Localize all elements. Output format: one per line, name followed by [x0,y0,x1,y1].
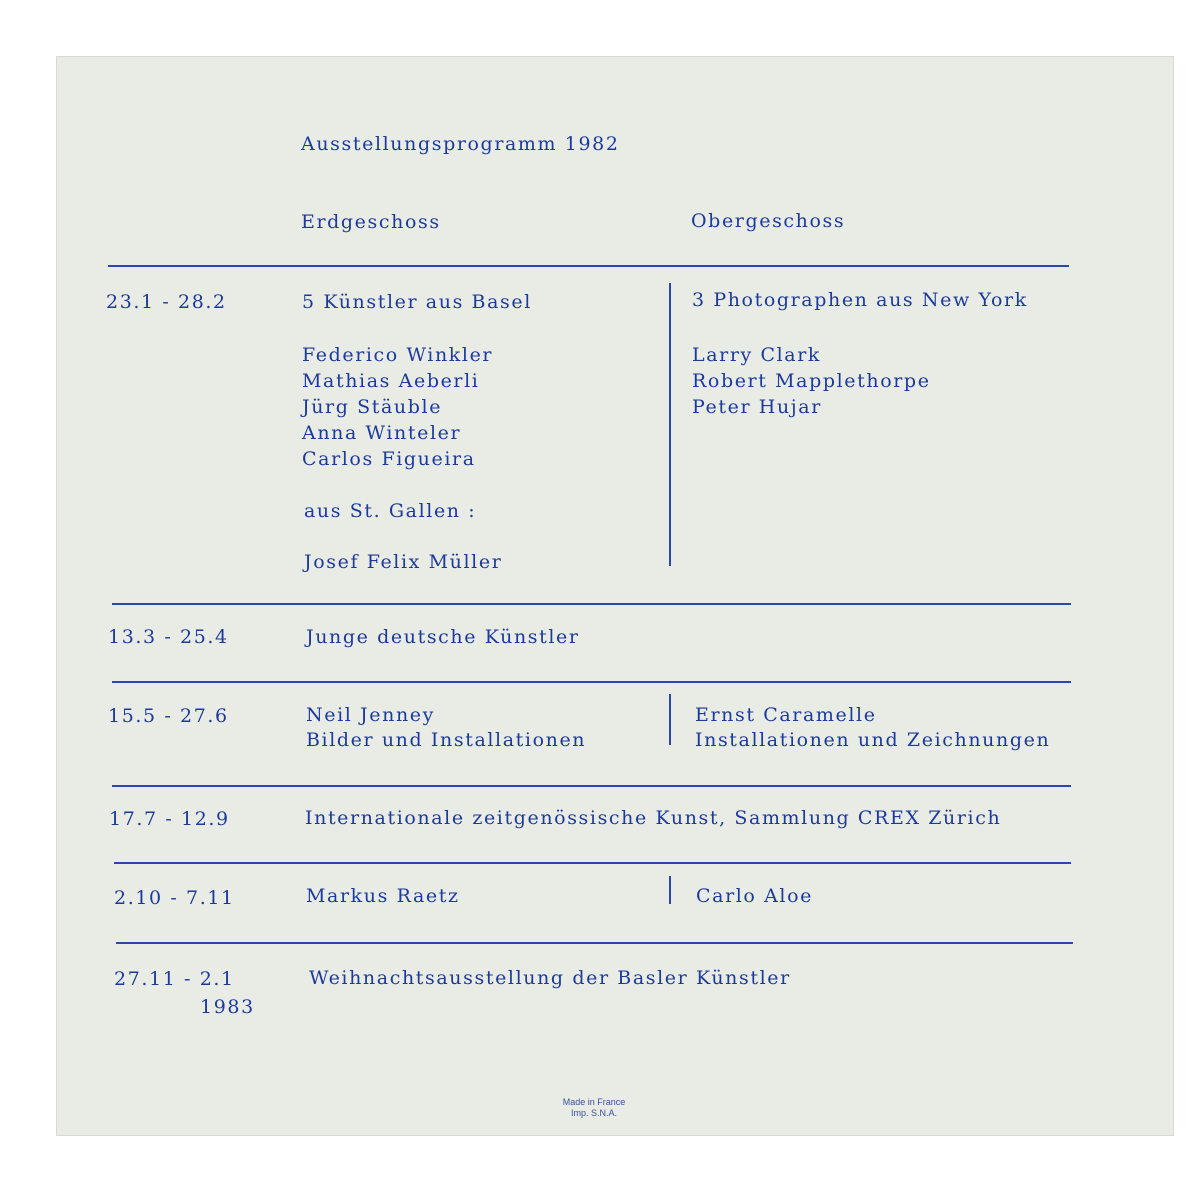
divider [112,785,1071,787]
artist-name: Carlos Figueira [302,448,476,470]
artist-name: Larry Clark [692,344,822,366]
divider [108,265,1069,267]
row-upper-title: Ernst Caramelle [695,704,877,726]
column-header-ground-floor: Erdgeschoss [301,211,441,233]
row-dates: 17.7 - 12.9 [109,808,230,830]
row-title: Weihnachtsausstellung der Basler Künstler [309,967,791,989]
divider [112,681,1071,683]
column-divider [669,876,671,904]
row-title: Internationale zeitgenössische Kunst, Sammlung CREX Zürich [305,807,1002,829]
row-upper-title: Carlo Aloe [696,885,813,907]
page-title: Ausstellungsprogramm 1982 [301,133,620,155]
artist-name: Federico Winkler [302,344,494,366]
row-title: Neil Jenney [306,704,435,726]
divider [112,603,1071,605]
imprint-line: Imp. S.N.A. [570,1108,617,1118]
row-dates: 23.1 - 28.2 [106,291,227,313]
artist-name: Robert Mapplethorpe [692,370,931,392]
row-upper-subtitle: Installationen und Zeichnungen [695,729,1051,751]
row-title: Markus Raetz [306,885,460,907]
row-title: Junge deutsche Künstler [306,626,580,648]
artist-name: Mathias Aeberli [302,370,480,392]
row-subtitle: Bilder und Installationen [306,729,587,751]
row-ground-subheading: aus St. Gallen : [304,500,477,522]
row-dates: 27.11 - 2.1 [114,968,235,990]
artist-name: Jürg Stäuble [302,396,443,418]
artist-name: Anna Winteler [302,422,462,444]
column-divider [669,283,671,566]
row-ground-heading: 5 Künstler aus Basel [302,291,532,313]
row-dates: 2.10 - 7.11 [114,887,235,909]
artist-name: Josef Felix Müller [304,551,503,573]
row-upper-heading: 3 Photographen aus New York [692,289,1028,311]
imprint-line: Made in France [562,1097,626,1107]
column-divider [669,694,671,745]
artist-name: Peter Hujar [692,396,822,418]
imprint [544,1097,644,1119]
row-dates: 15.5 - 27.6 [108,705,229,727]
row-dates-year: 1983 [200,996,255,1018]
row-dates: 13.3 - 25.4 [108,626,229,648]
column-header-upper-floor: Obergeschoss [691,210,846,232]
divider [114,862,1071,864]
divider [116,942,1073,944]
